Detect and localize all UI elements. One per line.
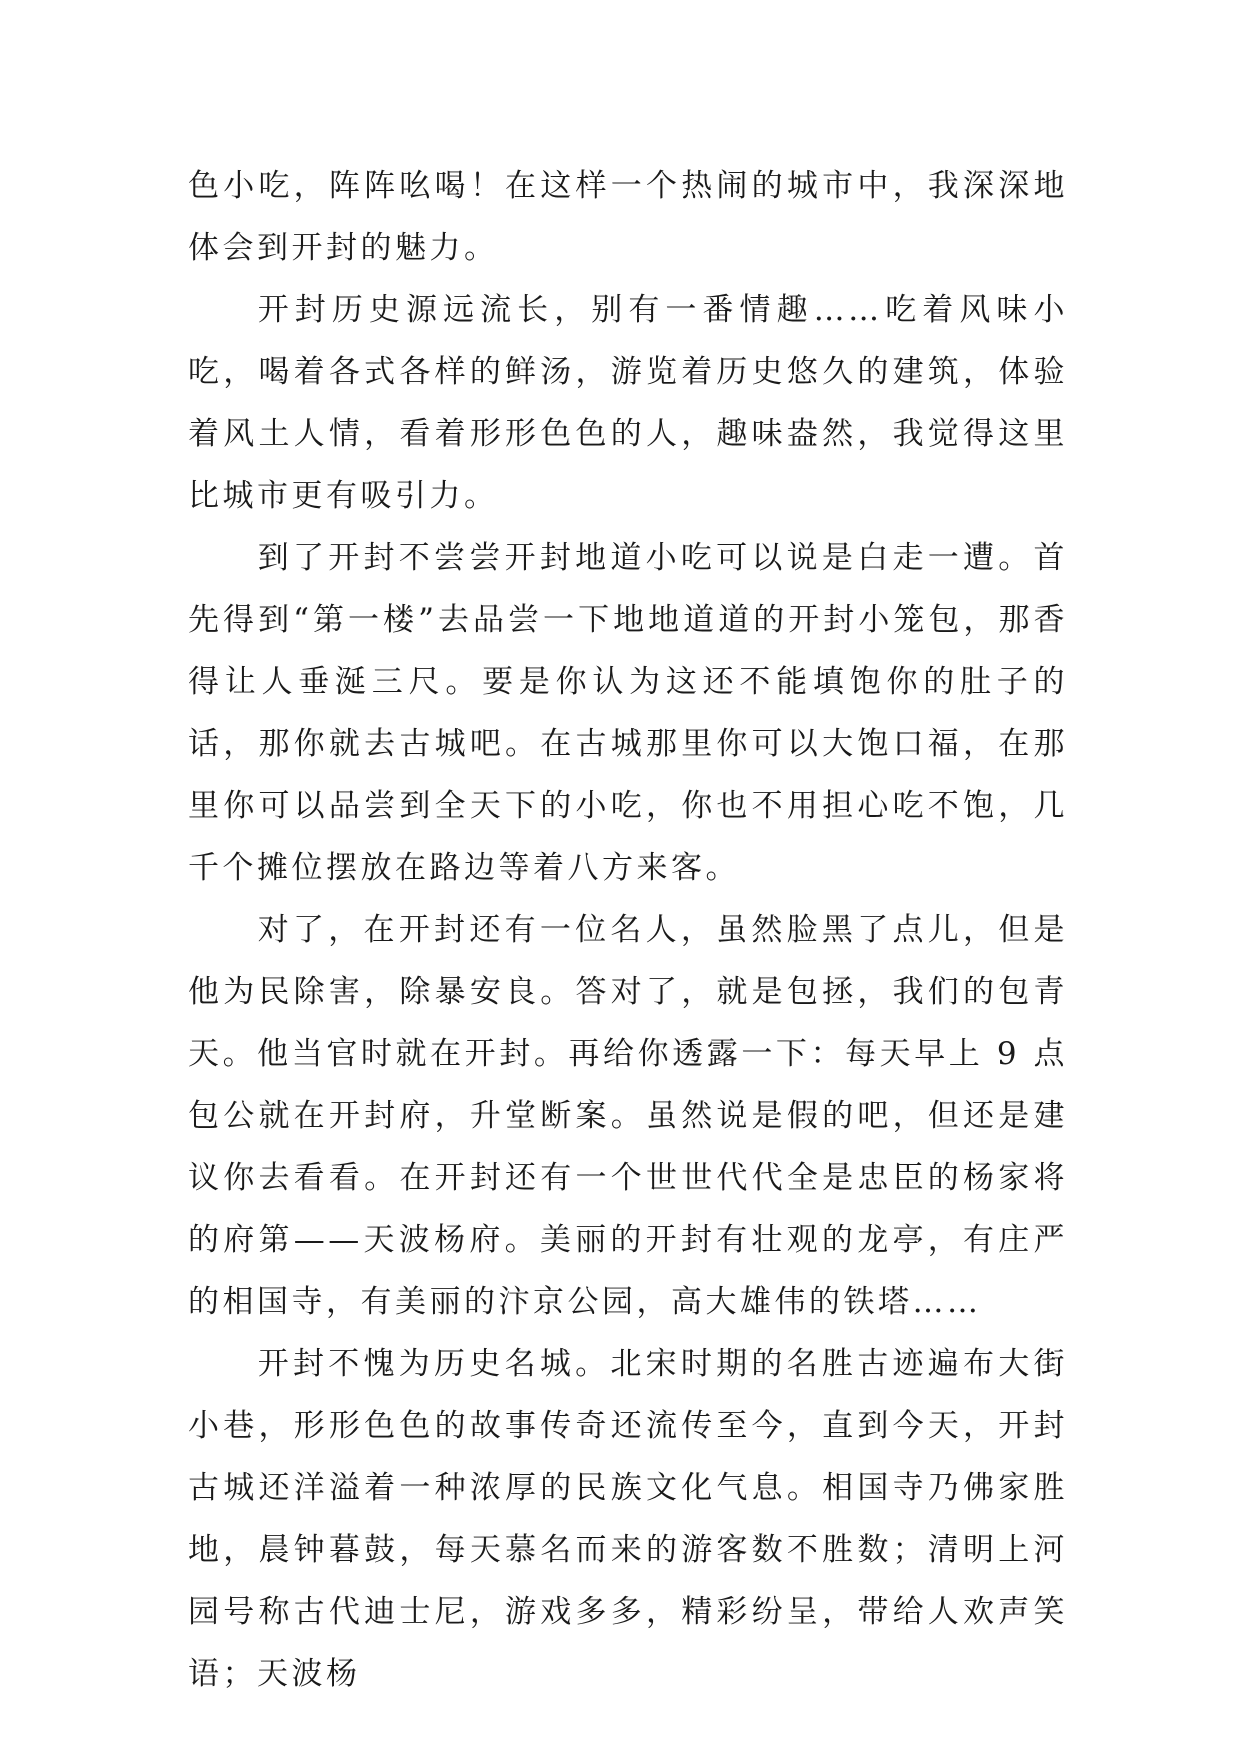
paragraph-4: 对了，在开封还有一位名人，虽然脸黑了点儿，但是他为民除害，除暴安良。答对了，就是包拯，我们的包青天。他当官时就在开封。再给你透露一下：每天早上 9 点包公就在开封府，升堂断案。虽然说是假的吧，但还是建议你去看看。在开封还有一个世世代代全是忠臣的杨家将的府第——天波杨府。美丽的开封有壮观的龙亭，有庄严的相国寺，有美丽的汴京公园，高大雄伟的铁塔…… bbox=[188, 912, 1068, 1320]
paragraph-2: 开封历史源远流长，别有一番情趣……吃着风味小吃，喝着各式各样的鲜汤，游览着历史悠久的建筑，体验着风土人情，看着形形色色的人，趣味盎然，我觉得这里比城市更有吸引力。 bbox=[188, 292, 1068, 514]
paragraph-5: 开封不愧为历史名城。北宋时期的名胜古迹遍布大街小巷，形形色色的故事传奇还流传至今，直到今天，开封古城还洋溢着一种浓厚的民族文化气息。相国寺乃佛家胜地，晨钟暮鼓，每天慕名而来的游客数不胜数；清明上河园号称古代迪士尼，游戏多多，精彩纷呈，带给人欢声笑语；天波杨 bbox=[188, 1346, 1068, 1692]
paragraph-1: 色小吃，阵阵吆喝！在这样一个热闹的城市中，我深深地体会到开封的魅力。 bbox=[188, 168, 1068, 266]
paragraph-3: 到了开封不尝尝开封地道小吃可以说是白走一遭。首先得到“第一楼”去品尝一下地地道道的开封小笼包，那香得让人垂涎三尺。要是你认为这还不能填饱你的肚子的话，那你就去古城吧。在古城那里你可以大饱口福，在那里你可以品尝到全天下的小吃，你也不用担心吃不饱，几千个摊位摆放在路边等着八方来客。 bbox=[188, 540, 1068, 886]
document-body bbox=[188, 155, 1068, 1705]
